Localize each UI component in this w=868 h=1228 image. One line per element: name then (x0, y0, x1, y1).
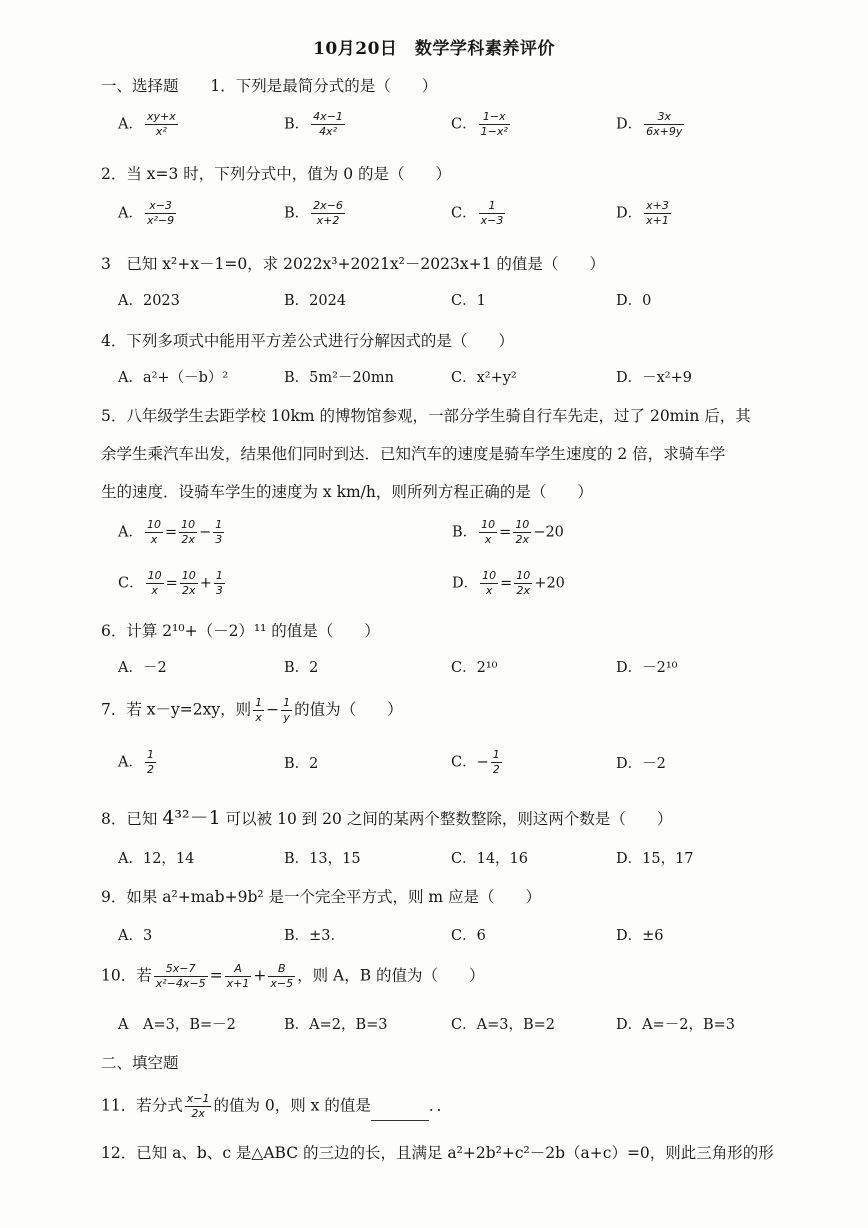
q2-option-b[interactable]: B． $\frac{2x-6}{x+2}$ (284, 199, 343, 227)
q7-line: 7．若 x－y=2xy，则 $\frac{1}{x}$ − $\frac{1}{y}$ 的值为（ ） (101, 696, 403, 724)
q8-option-a[interactable]: A．12，14 (118, 851, 195, 867)
q10-option-b[interactable]: B．A=2，B=3 (284, 1017, 388, 1033)
q4-option-c[interactable]: C．x²+y² (451, 370, 517, 386)
q2-option-a[interactable]: A． $\frac{x-3}{\text{x²−9}}$ (118, 199, 175, 227)
q6-stem: 6．计算 2¹⁰+（－2）¹¹ 的值是（ ） (101, 622, 380, 640)
q11-answer-blank[interactable] (371, 1106, 429, 1121)
q6-option-a[interactable]: A．－2 (118, 660, 167, 676)
q9-stem: 9．如果 a²+mab+9b² 是一个完全平方式，则 m 应是（ ） (101, 888, 542, 906)
q7-option-b[interactable]: B．2 (284, 756, 319, 772)
q3-stem: 3 已知 x²+x－1=0，求 2022x³+2021x²－2023x+1 的值是（ ） (101, 255, 605, 273)
q4-stem: 4．下列多项式中能用平方差公式进行分解因式的是（ ） (101, 332, 514, 350)
q7-option-d[interactable]: D．－2 (616, 756, 666, 772)
q6-option-c[interactable]: C．2¹⁰ (451, 660, 498, 676)
q8-line: 8．已知 4³²－1 可以被 10 到 20 之间的某两个整数整除，则这两个数是（ ） (101, 807, 673, 829)
q7-option-a[interactable]: A． $\frac{1}{2}$ (118, 748, 154, 776)
q3-option-a[interactable]: A．2023 (118, 293, 180, 309)
q4-option-d[interactable]: D．－x²+9 (616, 370, 692, 386)
q8-option-b[interactable]: B．13，15 (284, 851, 361, 867)
section-choice-heading: 一、选择题 (101, 77, 179, 95)
q2-stem: 2．当 x=3 时，下列分式中，值为 0 的是（ ） (101, 165, 452, 183)
q8-option-c[interactable]: C．14，16 (451, 851, 528, 867)
q1-option-b[interactable]: B． $\frac{4x-1}{\text{4x²}}$ (284, 110, 343, 138)
q5-option-a[interactable]: A． $\frac{10}{x}$ = $\frac{10}{2x}$ − $\frac{1}{3}$ (118, 518, 223, 546)
q6-option-d[interactable]: D．－2¹⁰ (616, 660, 678, 676)
page-title: 10月20日 数学学科素养评价 (313, 39, 555, 59)
q5-option-c[interactable]: C． $\frac{10}{x}$ = $\frac{10}{2x}$ + $\frac{1}{3}$ (118, 569, 223, 597)
q10-option-a[interactable]: A A=3，B=－2 (118, 1017, 236, 1033)
q10-option-d[interactable]: D．A=－2，B=3 (616, 1017, 736, 1033)
q9-option-d[interactable]: D．±6 (616, 928, 664, 944)
q1-option-c[interactable]: C． $\frac{1-x}{\text{1−x²}}$ (451, 110, 508, 138)
q2-option-c[interactable]: C． $\frac{1}{x-3}$ (451, 199, 504, 227)
q4-option-a[interactable]: A．a²+（－b）² (118, 370, 229, 386)
q1-stem: 1．下列是最简分式的是（ ） (210, 77, 438, 95)
q1-option-d[interactable]: D． $\frac{3x}{6x+9y}$ (616, 110, 683, 138)
q3-option-c[interactable]: C．1 (451, 293, 486, 309)
q11-line: 11．若分式 $\frac{x-1}{2x}$ 的值为 0，则 x 的值是 ．． (101, 1092, 453, 1120)
q8-expression: 4³²－1 (162, 807, 221, 829)
q9-option-c[interactable]: C．6 (451, 928, 486, 944)
q1-line (101, 74, 437, 96)
q9-option-b[interactable]: B．±3． (284, 928, 346, 944)
q2-option-d[interactable]: D． $\frac{x+3}{x+1}$ (616, 199, 669, 227)
q10-option-c[interactable]: C．A=3，B=2 (451, 1017, 555, 1033)
q6-option-b[interactable]: B．2 (284, 660, 319, 676)
q5-line-3: 生的速度．设骑车学生的速度为 x km/h，则所列方程正确的是（ ） (101, 483, 593, 501)
q9-option-a[interactable]: A．3 (118, 928, 153, 944)
q5-line-2: 余学生乘汽车出发，结果他们同时到达．已知汽车的速度是骑车学生速度的 2 倍，求骑车学 (101, 445, 726, 463)
q8-option-d[interactable]: D．15，17 (616, 851, 694, 867)
q3-option-d[interactable]: D．0 (616, 293, 652, 309)
q1-option-a[interactable]: A． $\frac{xy+x}{\text{x²}}$ (118, 110, 176, 138)
q7-option-c[interactable]: C．− $\frac{1}{2}$ (451, 748, 500, 776)
section-fill-heading: 二、填空题 (101, 1054, 179, 1072)
q4-option-b[interactable]: B．5m²－20mn (284, 370, 394, 386)
q10-line: 10．若 $\frac{5x-7}{\text{x²−4x−5}}$ = $\frac{A}{x+1}$ + $\frac{B}{x-5}$ ，则 A，B 的值为（ ） (101, 962, 485, 990)
q5-line-1: 5．八年级学生去距学校 10km 的博物馆参观，一部分学生骑自行车先走，过了 20min 后，其 (101, 407, 751, 425)
q5-option-d[interactable]: D． $\frac{10}{x}$ = $\frac{10}{2x}$ +20 (452, 569, 565, 597)
q3-option-b[interactable]: B．2024 (284, 293, 347, 309)
q5-option-b[interactable]: B． $\frac{10}{x}$ = $\frac{10}{2x}$ −20 (452, 518, 564, 546)
q12-stem: 12．已知 a、b、c 是△ABC 的三边的长，且满足 a²+2b²+c²－2b（a+c）=0，则此三角形的形 (101, 1144, 774, 1162)
